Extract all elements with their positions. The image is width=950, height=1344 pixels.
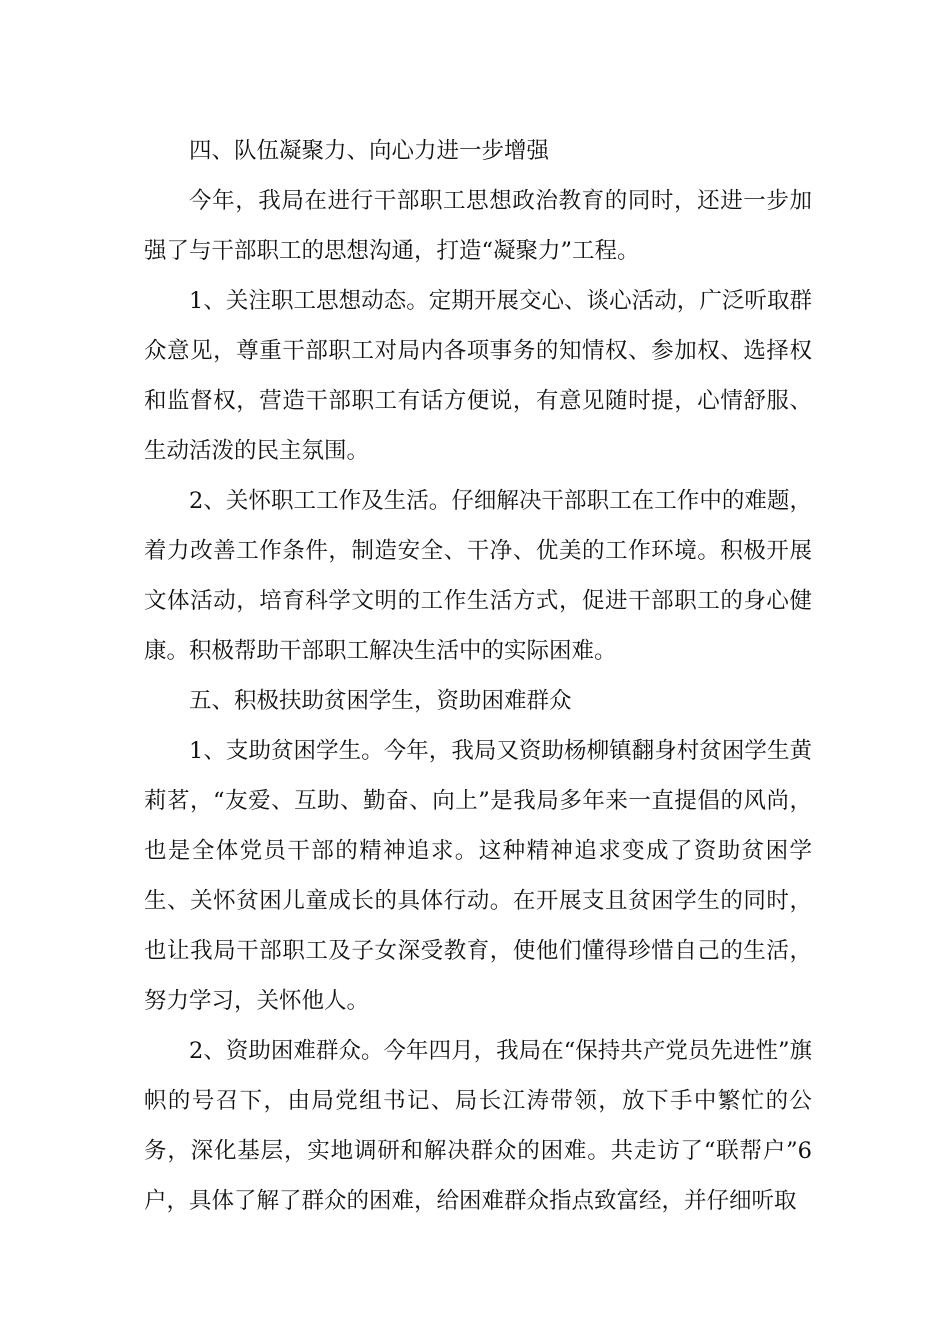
- item-four-two: 2、关怀职工工作及生活。仔细解决干部职工在工作中的难题，着力改善工作条件，制造安全、干净、优美的工作环境。积极开展文体活动，培育科学文明的工作生活方式，促进干部职工的身心健康。积极帮助干部职工解决生活中的实际困难。: [144, 488, 812, 664]
- section-four-intro: 今年，我局在进行干部职工思想政治教育的同时，还进一步加强了与干部职工的思想沟通，打造“凝聚力”工程。: [144, 188, 812, 264]
- item-five-one: 1、支助贫困学生。今年，我局又资助杨柳镇翻身村贫困学生黄莉茗，“友爱、互助、勤奋、向上”是我局多年来一直提倡的风尚，也是全体党员干部的精神追求。这种精神追求变成了资助贫困学生、关怀贫困儿童成长的具体行动。在开展支且贫困学生的同时，也让我局干部职工及子女深受教育，使他们懂得珍惜自己的生活，努力学习，关怀他人。: [144, 738, 812, 1014]
- item-five-two: 2、资助困难群众。今年四月，我局在“保持共产党员先进性”旗帜的号召下，由局党组书记、局长江涛带领，放下手中繁忙的公务，深化基层，实地调研和解决群众的困难。共走访了“联帮户”6户，具体了解了群众的困难，给困难群众指点致富经，并仔细听取: [144, 1038, 812, 1214]
- section-four-heading: 四、队伍凝聚力、向心力进一步增强: [189, 138, 550, 164]
- section-five-heading: 五、积极扶助贫困学生，资助困难群众: [189, 688, 572, 714]
- document-body: [144, 126, 812, 1226]
- item-four-one: 1、关注职工思想动态。定期开展交心、谈心活动，广泛听取群众意见，尊重干部职工对局内各项事务的知情权、参加权、选择权和监督权，营造干部职工有话方便说，有意见随时提，心情舒服、生动活泼的民主氛围。: [144, 288, 812, 464]
